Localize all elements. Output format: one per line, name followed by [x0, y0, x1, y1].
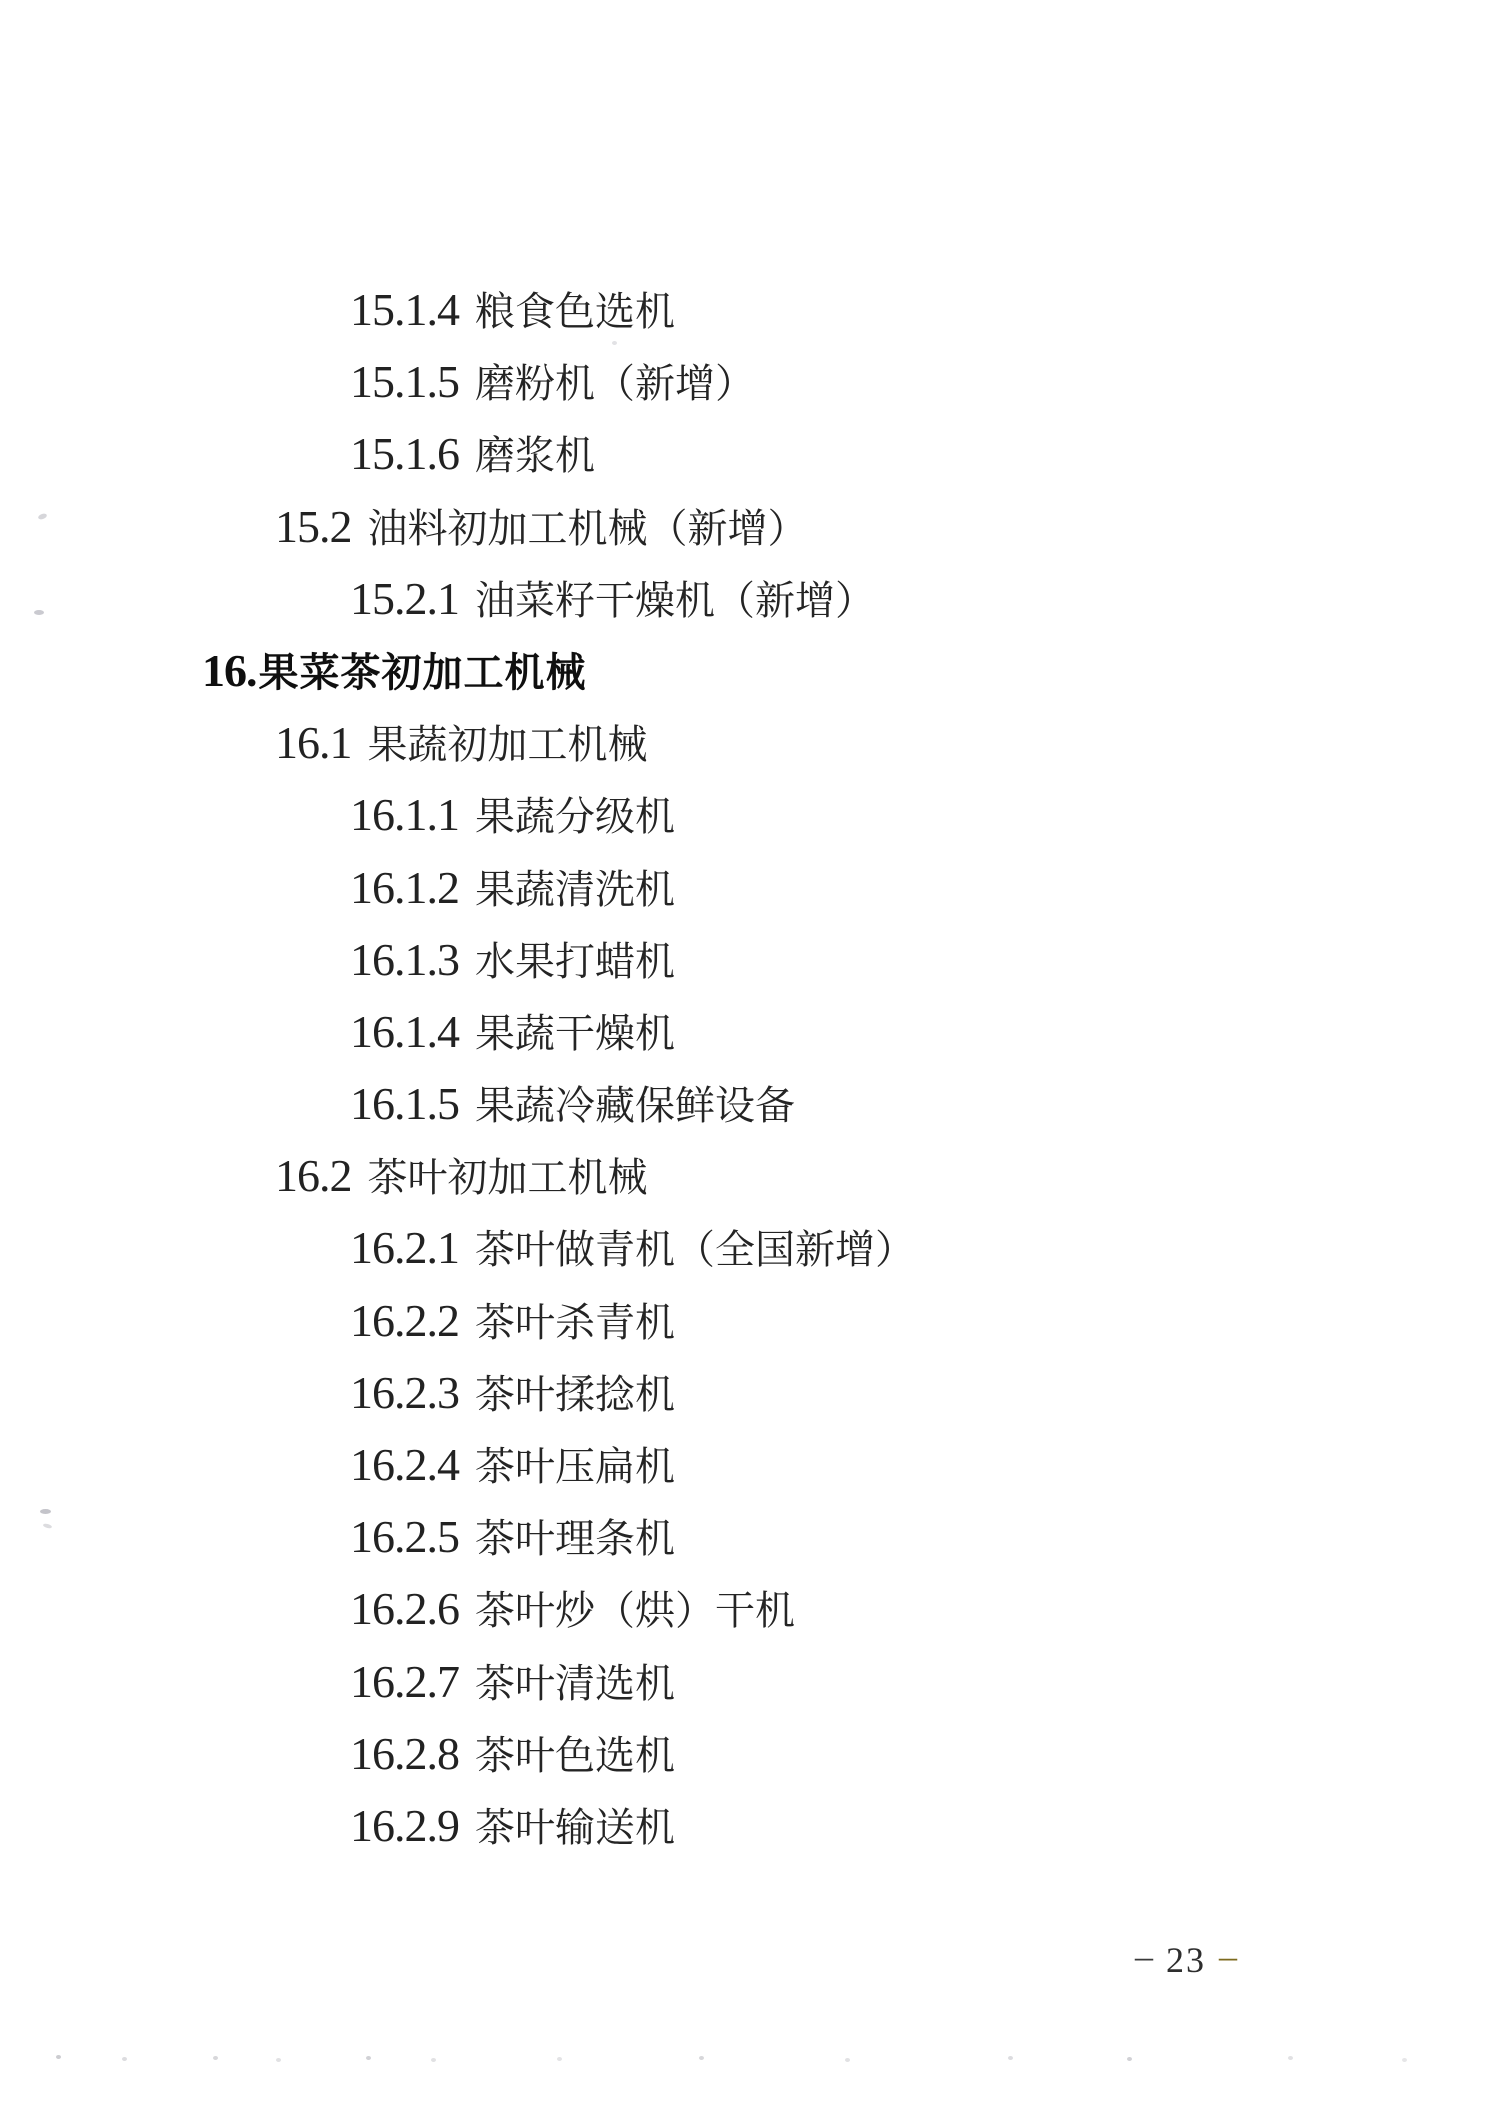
item-number: 16. [202, 644, 257, 696]
item-number: 16.2.5 [350, 1511, 459, 1563]
item-label: 粮食色选机 [475, 289, 675, 334]
item-label: 果蔬冷藏保鲜设备 [475, 1083, 795, 1129]
item-label: 茶叶理条机 [475, 1516, 675, 1562]
item-label: 茶叶杀青机 [475, 1299, 675, 1345]
item-number: 16.2.3 [350, 1366, 459, 1418]
item-label: 茶叶揉捻机 [475, 1371, 675, 1417]
list-item [0, 346, 1487, 418]
scan-artifact [122, 2057, 127, 2061]
list-item [0, 1429, 1487, 1501]
list-item [0, 274, 1487, 346]
scan-artifact [34, 610, 44, 615]
list-item [0, 563, 1487, 635]
scan-artifact [431, 2058, 436, 2062]
item-number: 16.2.7 [350, 1655, 459, 1707]
list-item [0, 924, 1487, 996]
list-item [0, 491, 1487, 563]
item-number: 16.2.2 [350, 1294, 459, 1346]
scan-artifact [699, 2056, 704, 2060]
section-heading [0, 635, 1487, 707]
scan-artifact [366, 2056, 371, 2060]
item-label: 磨浆机 [475, 433, 595, 479]
list-item [0, 1357, 1487, 1429]
page-number-dash-right: – [1219, 1936, 1237, 1976]
list-item [0, 1646, 1487, 1718]
item-number: 16.1.2 [350, 861, 459, 913]
list-item [0, 852, 1487, 924]
item-label: 茶叶清选机 [475, 1660, 675, 1706]
item-label: 油菜籽干燥机（新增） [475, 577, 875, 623]
scan-artifact [56, 2055, 61, 2059]
item-label: 茶叶输送机 [475, 1804, 675, 1850]
list-item [0, 1790, 1487, 1862]
list-item [0, 418, 1487, 490]
scan-artifact [845, 2058, 850, 2062]
scan-artifact [1008, 2056, 1013, 2060]
item-label: 油料初加工机械（新增） [367, 505, 808, 551]
item-label: 茶叶压扁机 [475, 1444, 675, 1489]
item-label: 果蔬干燥机 [475, 1010, 675, 1056]
item-number: 16.1.3 [350, 933, 459, 985]
item-number: 15.1.5 [350, 356, 459, 408]
list-item [0, 779, 1487, 851]
item-number: 16.2.1 [350, 1222, 459, 1274]
item-number: 16.1.1 [350, 789, 459, 841]
scan-artifact [276, 2058, 281, 2062]
item-number: 16.2.6 [350, 1583, 459, 1635]
scan-artifact [40, 1509, 51, 1514]
item-number: 16.2.9 [350, 1799, 459, 1851]
item-label: 果蔬初加工机械 [367, 722, 648, 768]
item-label: 茶叶做青机（全国新增） [475, 1227, 915, 1273]
item-label: 果菜茶初加工机械 [258, 649, 587, 695]
item-label: 果蔬分级机 [475, 794, 675, 840]
item-label: 果蔬清洗机 [475, 866, 675, 912]
item-label: 水果打蜡机 [475, 938, 675, 984]
item-number: 15.2 [275, 500, 352, 552]
item-number: 16.2 [275, 1150, 352, 1202]
item-label: 茶叶炒（烘）干机 [475, 1588, 795, 1634]
item-number: 15.1.4 [350, 284, 459, 335]
list-item [0, 1212, 1487, 1284]
scan-artifact [612, 341, 617, 345]
item-label: 茶叶初加工机械 [367, 1155, 648, 1201]
scan-artifact [1288, 2056, 1293, 2060]
page-number [1122, 1930, 1250, 1990]
item-label: 茶叶色选机 [475, 1732, 675, 1778]
item-label: 磨粉机（新增） [475, 361, 755, 407]
list-item [0, 707, 1487, 779]
item-number: 16.1 [275, 717, 352, 769]
item-number: 16.1.5 [350, 1078, 459, 1130]
page-number-dash-left: – [1135, 1936, 1153, 1976]
scan-artifact [1402, 2058, 1407, 2062]
item-number: 15.2.1 [350, 572, 459, 624]
list-item [0, 996, 1487, 1068]
list-item [0, 1285, 1487, 1357]
scan-artifact [213, 2056, 218, 2060]
item-number: 16.2.8 [350, 1727, 459, 1779]
list-item [0, 1573, 1487, 1645]
list-item [0, 1140, 1487, 1212]
list-item [0, 1068, 1487, 1140]
item-number: 16.1.4 [350, 1005, 459, 1057]
list-item [0, 1501, 1487, 1573]
scan-artifact [1127, 2057, 1132, 2061]
item-number: 15.1.6 [350, 428, 459, 480]
scan-artifact [557, 2057, 562, 2061]
page-number-value: 23 [1166, 1940, 1206, 1980]
list-item [0, 1718, 1487, 1790]
item-number: 16.2.4 [350, 1439, 459, 1490]
